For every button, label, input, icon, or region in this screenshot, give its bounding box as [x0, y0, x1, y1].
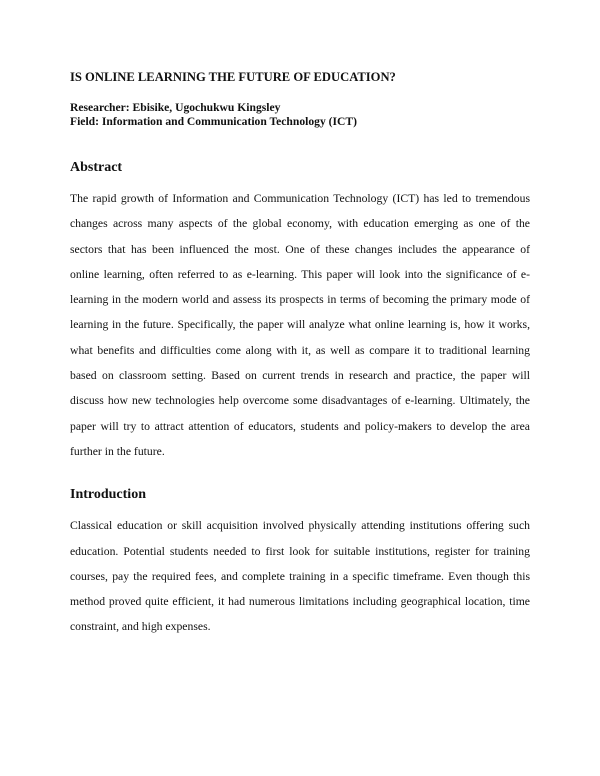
introduction-line: Classical education or skill acquisition involved physically attending institutions offering such: [70, 519, 530, 533]
abstract-heading: Abstract: [70, 160, 123, 175]
introduction-heading: Introduction: [70, 487, 146, 503]
researcher-line: Researcher: Ebisike, Ugochukwu Kingsley: [70, 101, 281, 114]
abstract-line: learning in the future. Specifically, the paper will analyze what online learning is, how it works,: [70, 318, 530, 332]
field-line: Field: Information and Communication Technology (ICT): [70, 114, 357, 128]
abstract-line: discuss how new technologies help overcome some disadvantages of e-learning. Ultimately, the: [70, 394, 530, 408]
page-content: [70, 70, 530, 640]
abstract-line: learning in the modern world and assess its prospects in terms of becoming the primary mode of: [70, 293, 530, 307]
author-block: [70, 101, 530, 128]
introduction-line: constraint, and high expenses.: [70, 620, 211, 634]
paper-title: IS ONLINE LEARNING THE FUTURE OF EDUCATION?: [70, 70, 396, 84]
abstract-line: what benefits and difficulties come along with it, as well as compare it to traditional learning: [70, 343, 530, 357]
introduction-line: education. Potential students needed to first look for suitable institutions, register for training: [70, 544, 530, 558]
abstract-line: changes across many aspects of the global economy, with education emerging as one of the: [70, 217, 530, 231]
abstract-line: The rapid growth of Information and Communication Technology (ICT) has led to tremendous: [70, 192, 530, 205]
abstract-line: online learning, often referred to as e-learning. This paper will look into the significance of e-: [70, 267, 530, 281]
abstract-paragraph: [70, 186, 530, 464]
introduction-paragraph: [70, 513, 530, 639]
abstract-line: paper will try to attract attention of educators, students and policy-makers to develop the area: [70, 419, 530, 433]
abstract-line: based on classroom setting. Based on current trends in research and practice, the paper will: [70, 369, 530, 383]
introduction-line: courses, pay the required fees, and complete training in a specific timeframe. Even though this: [70, 569, 530, 583]
abstract-line: further in the future.: [70, 444, 165, 458]
abstract-line: sectors that has been influenced the most. One of these changes includes the appearance of: [70, 242, 530, 256]
introduction-line: method proved quite efficient, it had numerous limitations including geographical location, time: [70, 595, 530, 609]
